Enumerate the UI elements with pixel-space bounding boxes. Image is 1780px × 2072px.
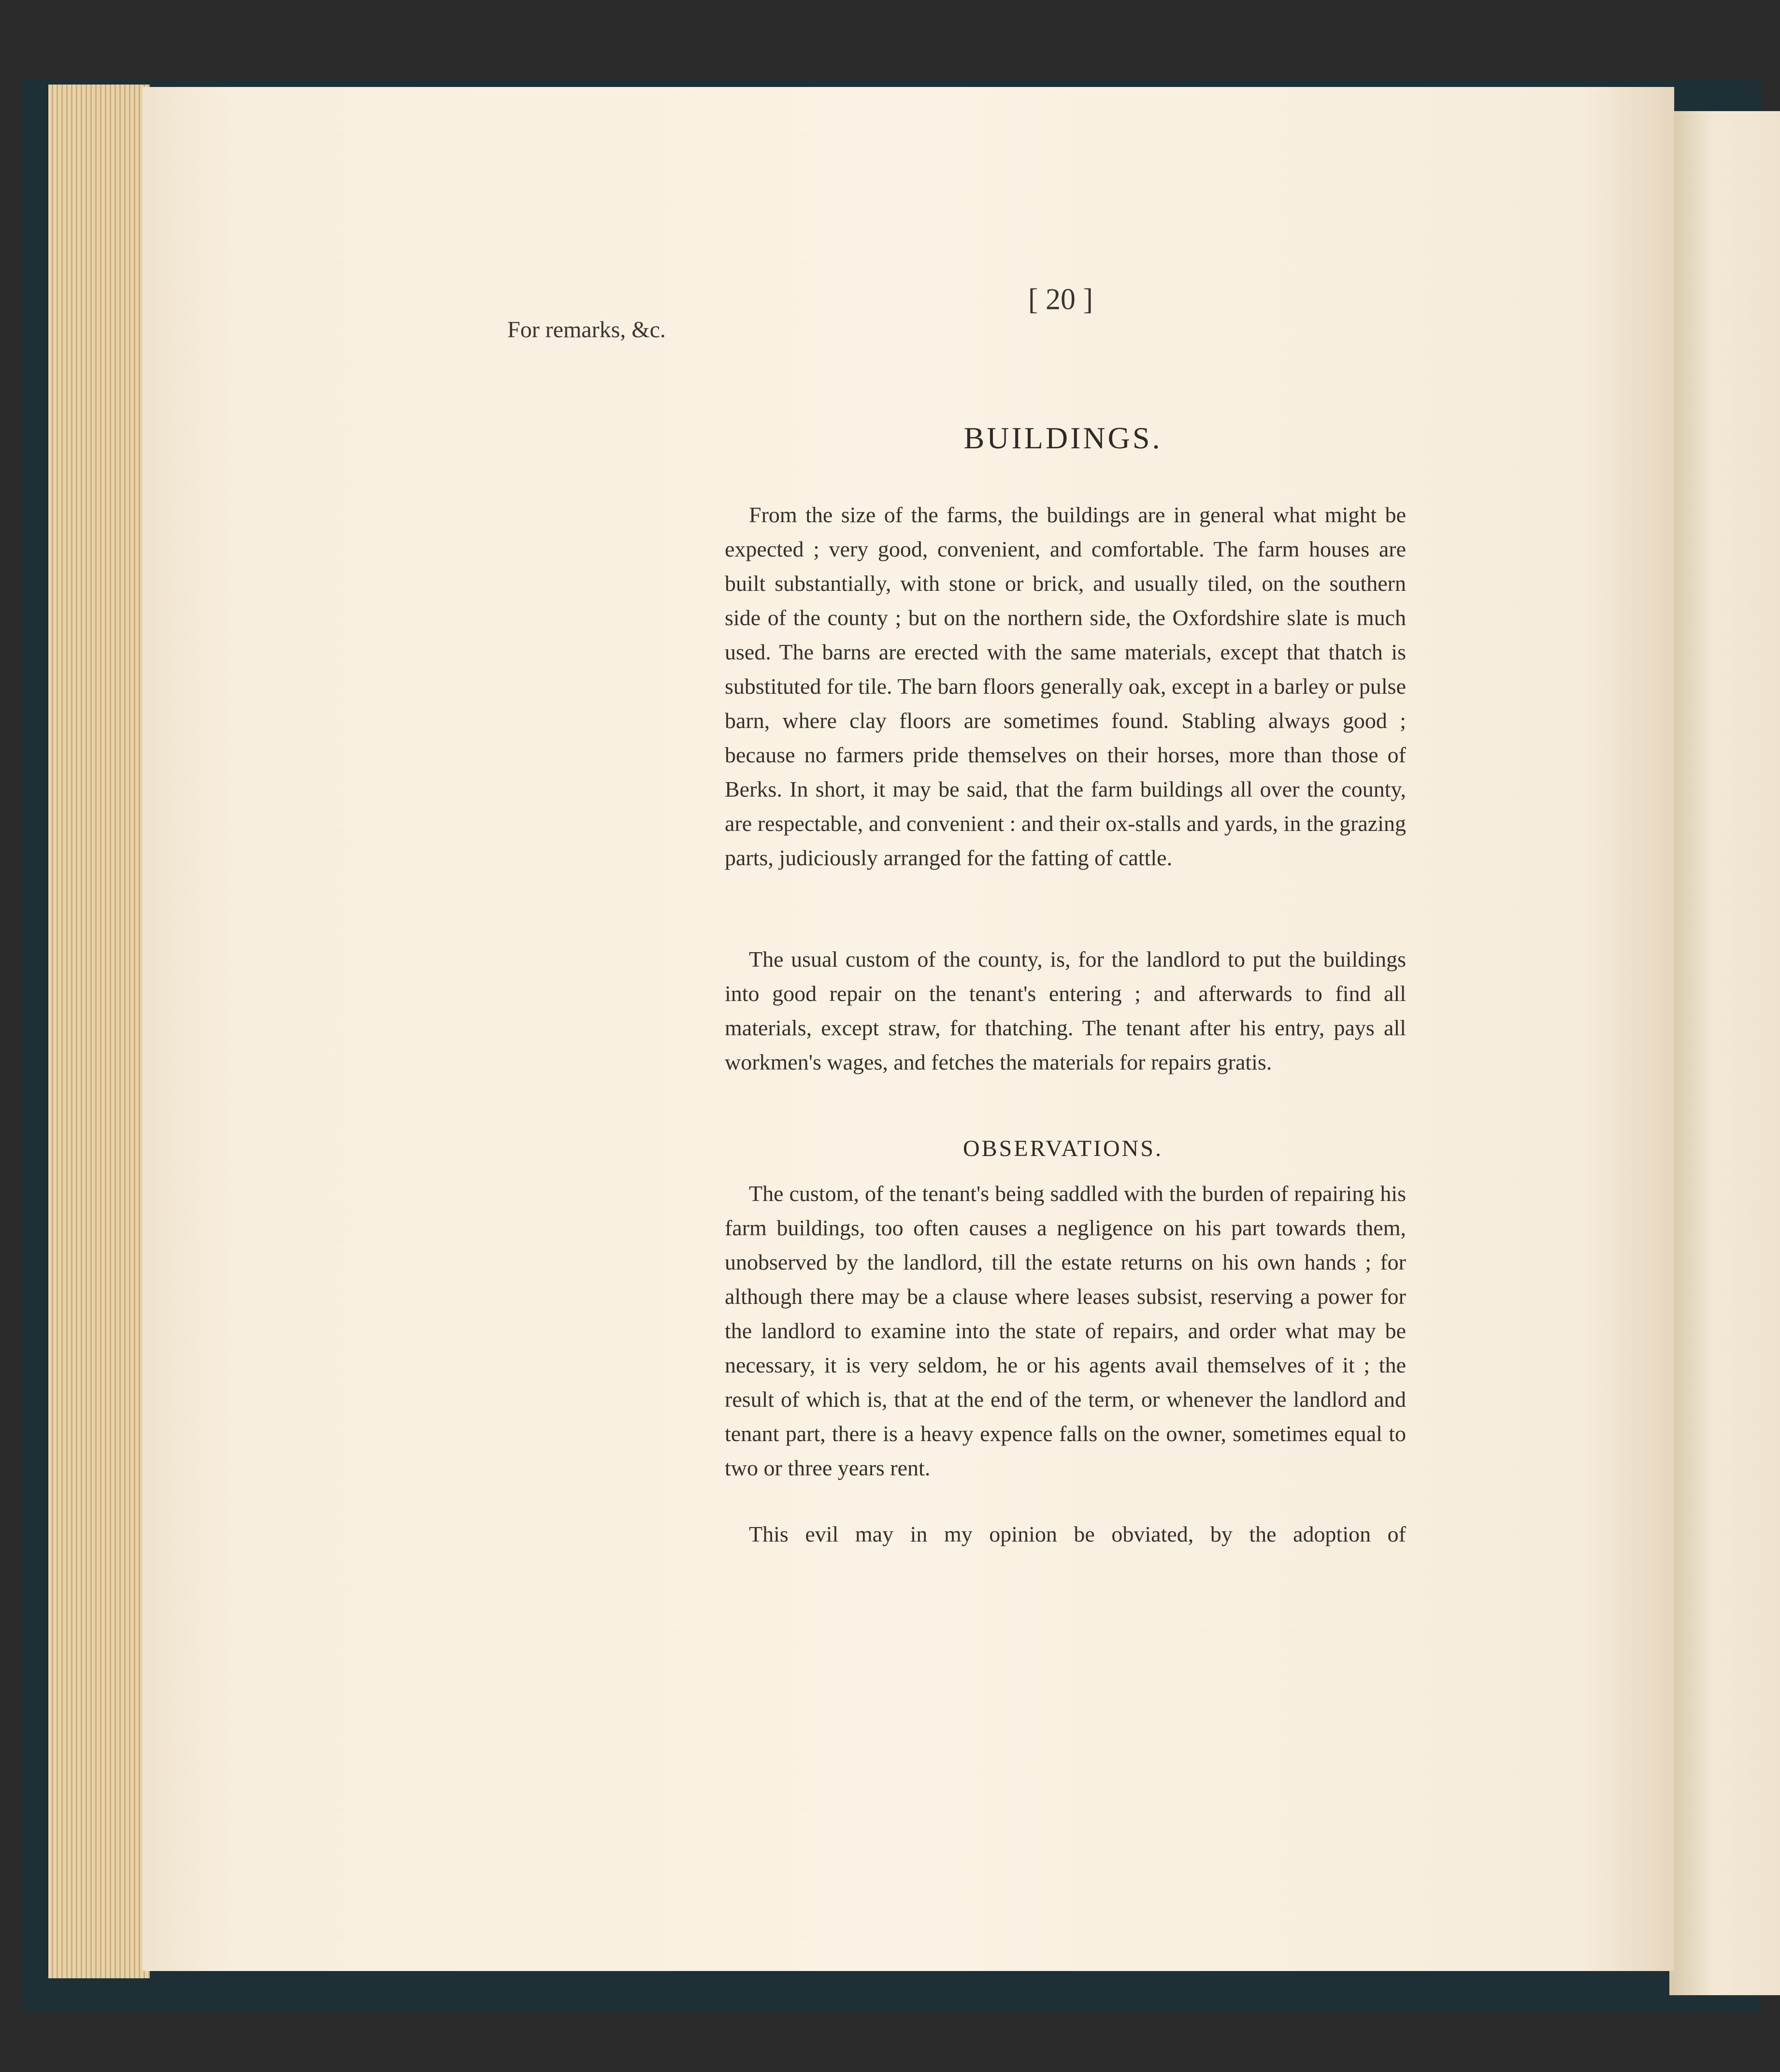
paragraph-text: The custom, of the tenant's being saddled with the burden of repairing his farm buildings, too often causes a negligence on his part towards them, unobserved by the landlord, till the estate returns on his own hands ; for although there may be a clause where leases subsist, reserving a power for the landlord to examine into the state of repairs, and order what may be necessary, it is very seldom, he or his agents avail themselves of it ; the result of which is, that at the end of the term, or whenever the landlord and tenant part, there is a heavy expence falls on the owner, sometimes equal to two or three years rent. <box>725 1181 1406 1480</box>
paragraph-text: This evil may in my opinion be obviated, by the adoption of <box>749 1522 1406 1546</box>
paragraph-text: From the size of the farms, the buildings are in general what might be expected ; very good, convenient, and comfortable. The farm houses are built substantially, with stone or brick, and usually tiled, on the southern side of the county ; but on the northern side, the Oxfordshire slate is much used. The barns are erected with the same materials, except that thatch is substituted for tile. The barn floors generally oak, except in a barley or pulse barn, where clay floors are sometimes found. Stabling always good ; because no farmers pride themselves on their horses, more than those of Berks. In short, it may be said, that the farm buildings all over the county, are respectable, and convenient : and their ox-stalls and yards, in the grazing parts, judiciously arranged for the fatting of cattle. <box>725 502 1406 870</box>
paragraph-text: The usual custom of the county, is, for the landlord to put the buildings into good repair on the tenant's entering ; and afterwards to find all materials, except straw, for thatching. The tenant after his entry, pays all workmen's wages, and fetches the materials for repairs gratis. <box>725 947 1406 1074</box>
paragraph-continued <box>725 1517 1406 1551</box>
margin-note: For remarks, &c. <box>507 317 666 343</box>
facing-page-edge <box>1669 111 1780 1995</box>
paragraph-custom <box>725 942 1406 1079</box>
section-heading: BUILDINGS. <box>963 421 1163 455</box>
paragraph-observations <box>725 1176 1406 1485</box>
page-edges <box>48 85 150 1978</box>
paragraph-buildings <box>725 498 1406 875</box>
observations-heading: OBSERVATIONS. <box>962 1136 1163 1161</box>
page-number: [ 20 ] <box>1028 283 1093 316</box>
